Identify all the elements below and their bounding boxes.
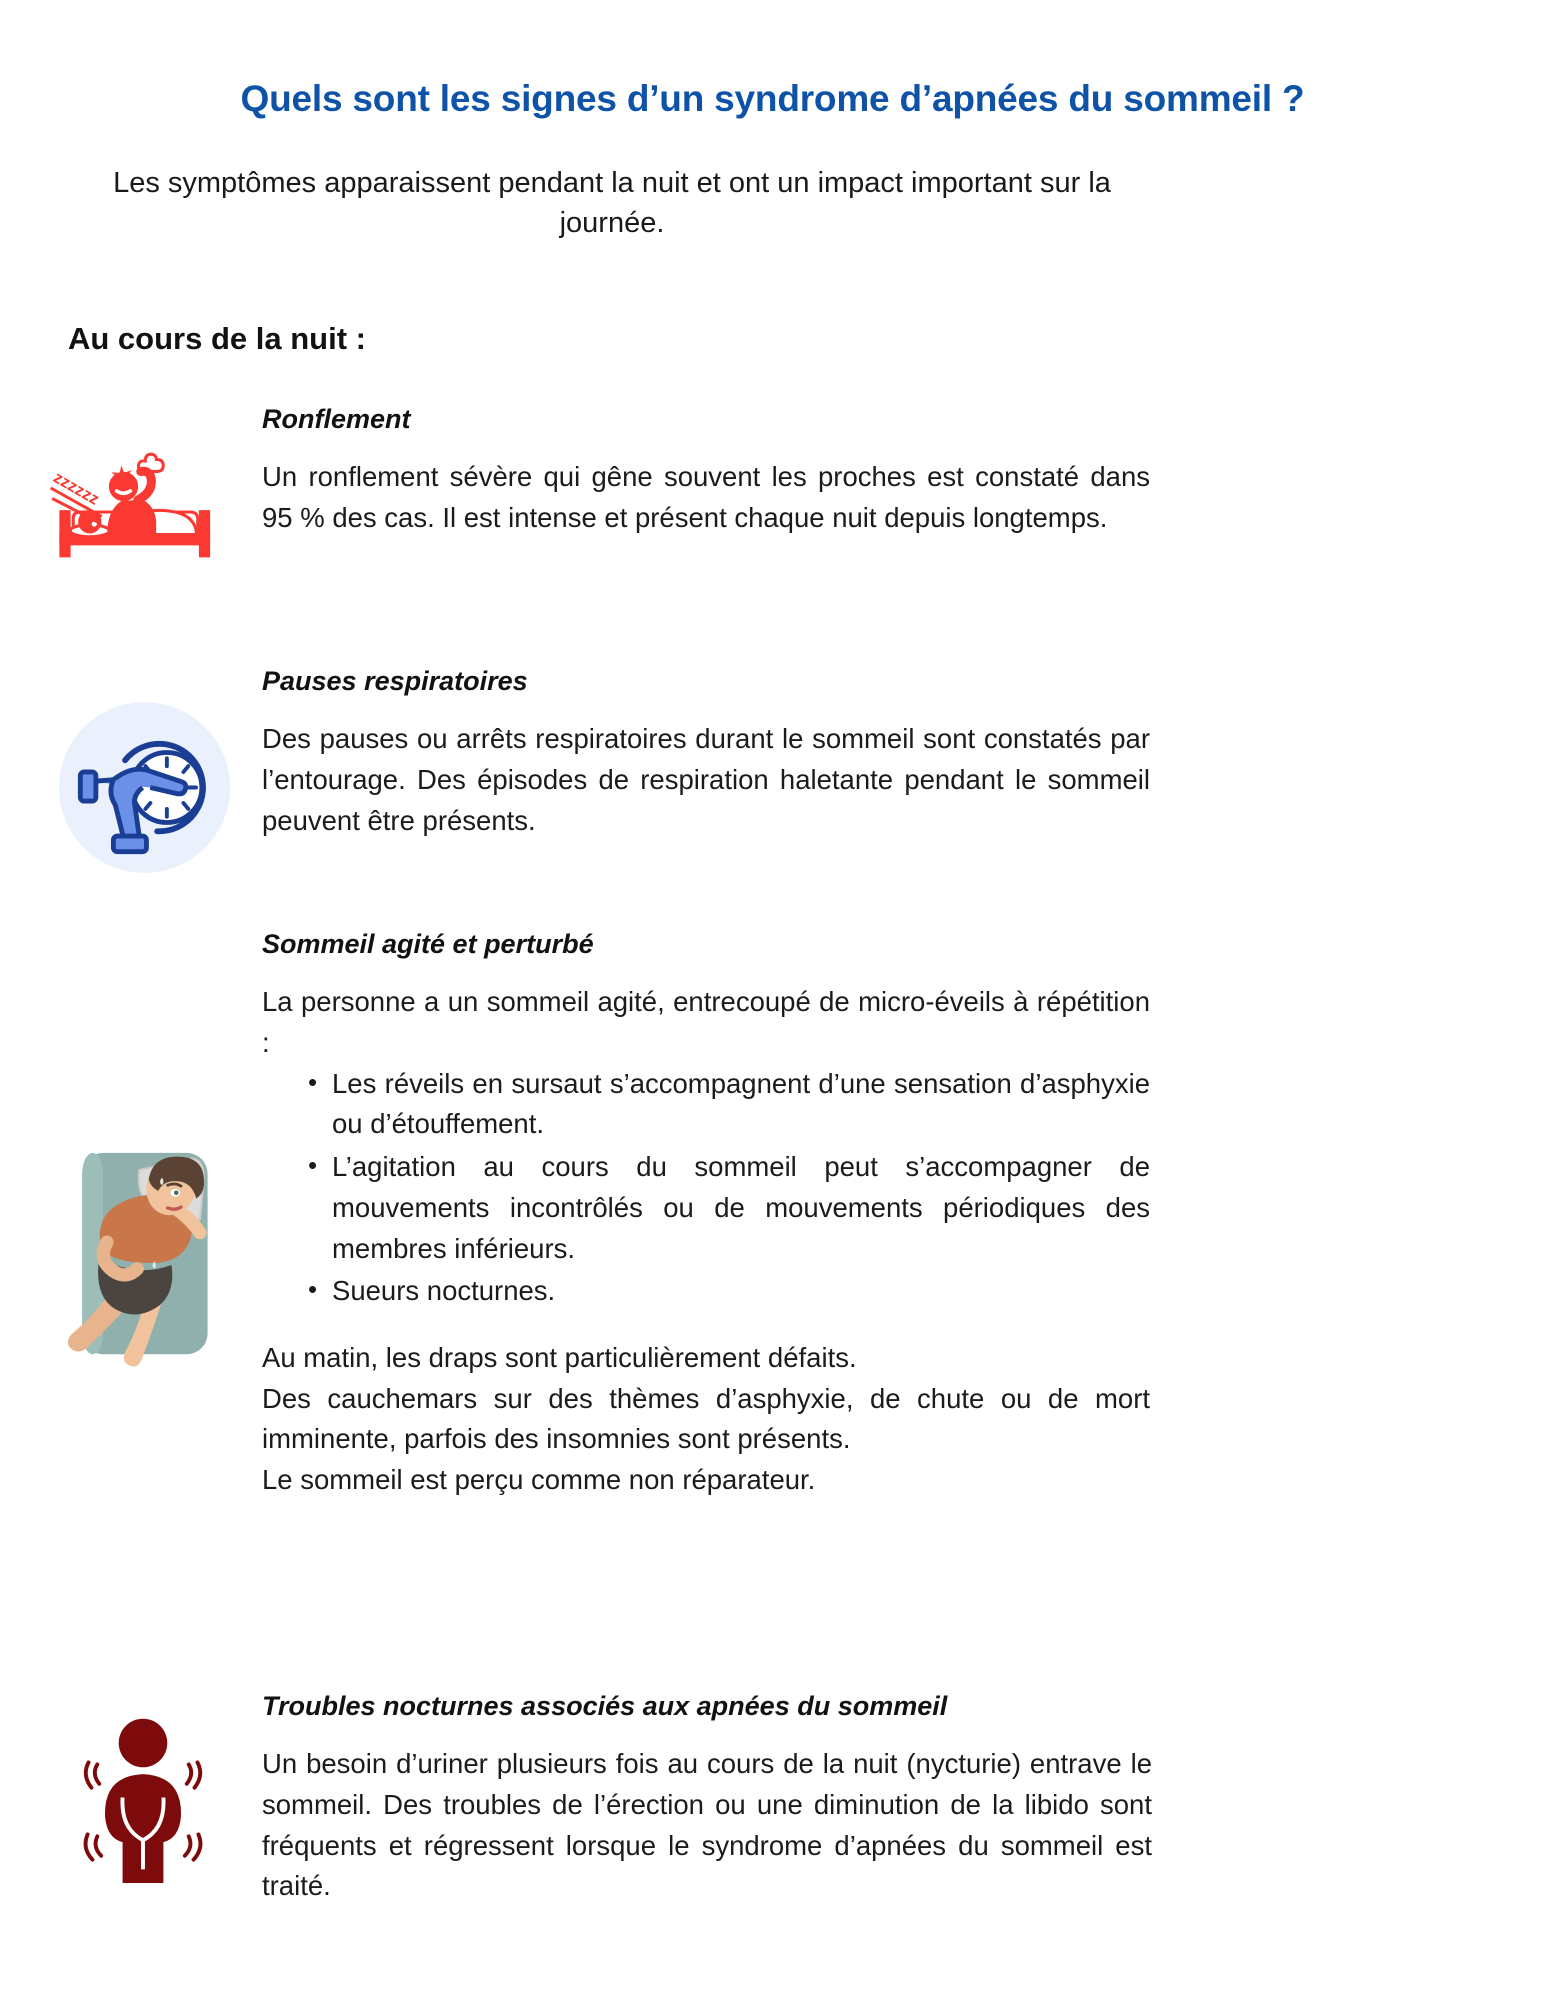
list-item: • L’agitation au cours du sommeil peut s’accompagner de mouvements incontrôlés ou de mouvements périodiques des membres inférieurs. <box>308 1147 1150 1269</box>
block-snoring-heading: Ronflement <box>262 404 411 434</box>
list-item: • Sueurs nocturnes. <box>308 1271 1150 1312</box>
block-restless-heading: Sommeil agité et perturbé <box>262 929 594 959</box>
block-restless <box>262 928 1150 1501</box>
block-snoring-body: Un ronflement sévère qui gêne souvent les proches est constaté dans 95 % des cas. Il est intense et présent chaque nuit depuis longtemps. <box>262 461 1150 534</box>
after-line: Des cauchemars sur des thèmes d’asphyxie, de chute ou de mort imminente, parfois des insomnies sont présents. <box>262 1382 1150 1455</box>
list-item: • Les réveils en sursaut s’accompagnent d’une sensation d’asphyxie ou d’étouffement. <box>308 1064 1150 1145</box>
after-line: Le sommeil est perçu comme non réparateur. <box>262 1463 816 1495</box>
after-line: Au matin, les draps sont particulièrement défaits. <box>262 1341 857 1373</box>
restless-bullet-list <box>262 1064 1150 1312</box>
block-pauses-body: Des pauses ou arrêts respiratoires durant le sommeil sont constatés par l’entourage. Des épisodes de respiration haletante pendant le sommeil peuvent être présents. <box>262 723 1150 836</box>
page-title: Quels sont les signes d’un syndrome d’apnées du sommeil ? <box>240 77 1305 119</box>
block-urinary-body: Un besoin d’uriner plusieurs fois au cours de la nuit (nycturie) entrave le sommeil. Des troubles de l’érection ou une diminution de la libido sont fréquents et régressent lorsque le syndrome d’apnées du sommeil est traité. <box>262 1748 1152 1902</box>
block-pauses <box>262 665 1150 841</box>
block-restless-intro: La personne a un sommeil agité, entrecoupé de micro-éveils à répétition : <box>262 986 1150 1059</box>
hand-pausing-clock-icon <box>57 700 232 875</box>
block-urinary <box>262 1690 1152 1907</box>
block-snoring <box>262 403 1150 539</box>
svg-text:zzzzzz: zzzzzz <box>50 468 103 509</box>
block-urinary-heading: Troubles nocturnes associés aux apnées du sommeil <box>262 1691 948 1721</box>
urgent-urination-person-icon <box>78 1708 208 1883</box>
snoring-in-bed-icon <box>42 428 232 563</box>
restless-after-list <box>262 1338 1150 1501</box>
block-pauses-heading: Pauses respiratoires <box>262 666 528 696</box>
section-heading-night: Au cours de la nuit : <box>68 320 366 356</box>
intro-paragraph: Les symptômes apparaissent pendant la nuit et ont un impact important sur la journée. <box>113 167 1111 239</box>
restless-sleeper-on-mattress-illustration <box>48 1132 238 1377</box>
